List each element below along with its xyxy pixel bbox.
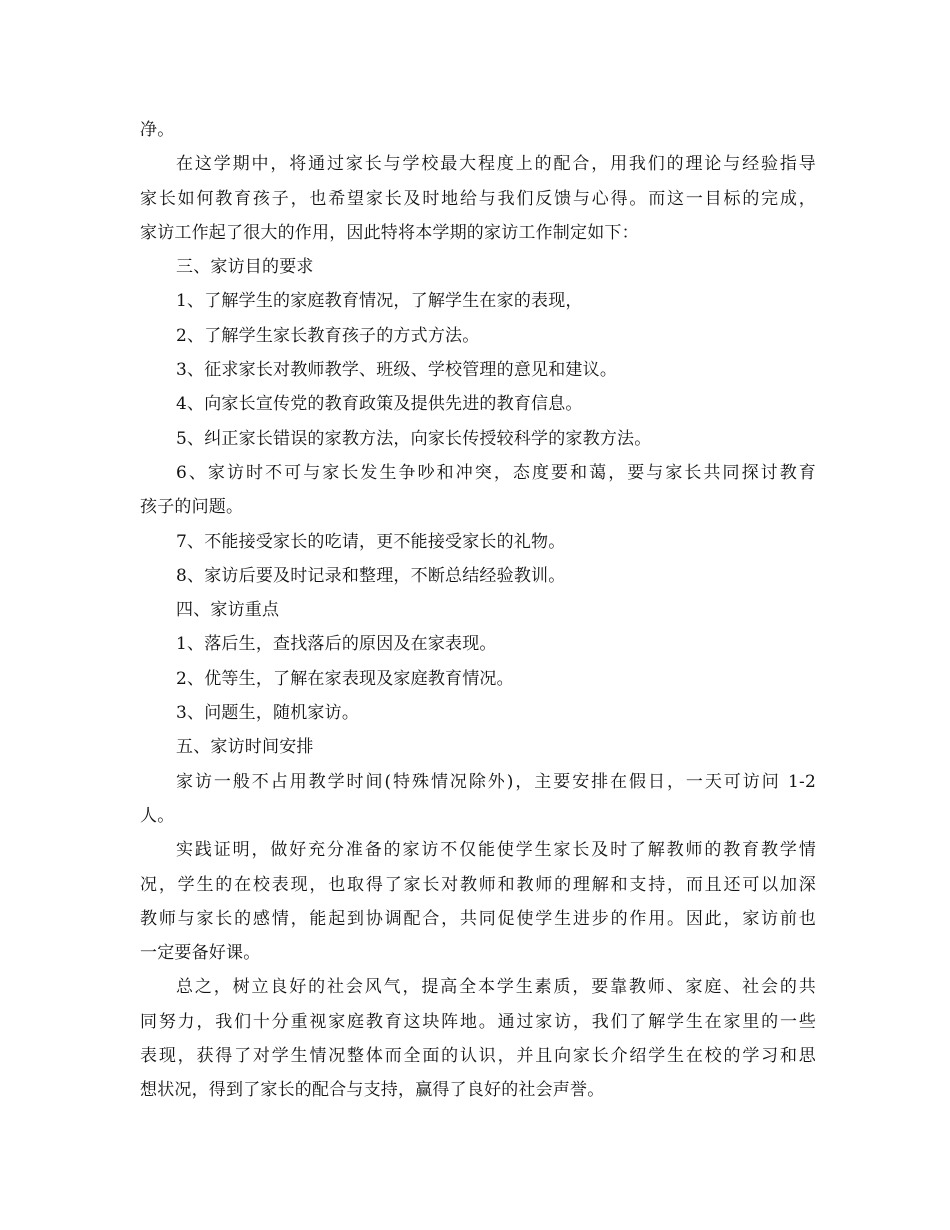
text-line: 6、家访时不可与家长发生争吵和冲突，态度要和蔼，要与家长共同探讨教育 (176, 462, 816, 483)
text-line: 表现，获得了对学生情况整体而全面的认识，并且向家长介绍学生在校的学习和思 (140, 1046, 816, 1067)
text-line: 4、向家长宣传党的教育政策及提供先进的教育信息。 (176, 394, 583, 415)
text-line: 教师与家长的感情，能起到协调配合，共同促使学生进步的作用。因此，家访前也 (140, 908, 816, 929)
text-line: 同努力，我们十分重视家庭教育这块阵地。通过家访，我们了解学生在家里的一些 (140, 1011, 816, 1032)
text-line: 家长如何教育孩子，也希望家长及时地给与我们反馈与心得。而这一目标的完成， (140, 188, 816, 209)
text-line: 7、不能接受家长的吃请，更不能接受家长的礼物。 (176, 531, 566, 552)
text-line: 在这学期中，将通过家长与学校最大程度上的配合，用我们的理论与经验指导 (176, 154, 816, 175)
text-line: 想状况，得到了家长的配合与支持，赢得了良好的社会声誉。 (140, 1080, 605, 1101)
text-line: 2、优等生，了解在家表现及家庭教育情况。 (176, 668, 514, 689)
text-line: 三、家访目的要求 (176, 257, 314, 278)
text-line: 孩子的问题。 (140, 497, 244, 518)
text-line: 5、纠正家长错误的家教方法，向家长传授较科学的家教方法。 (176, 428, 652, 449)
text-line: 人。 (140, 805, 175, 826)
text-line: 净。 (140, 120, 175, 140)
text-line: 实践证明，做好充分准备的家访不仅能使学生家长及时了解教师的教育教学情 (176, 840, 816, 861)
text-line: 况，学生的在校表现，也取得了家长对教师和教师的理解和支持，而且还可以加深 (140, 874, 816, 895)
text-line: 1、落后生，查找落后的原因及在家表现。 (176, 634, 497, 655)
text-line: 家访一般不占用教学时间(特殊情况除外)，主要安排在假日，一天可访问 1-2 (176, 771, 816, 792)
text-line: 3、征求家长对教师教学、班级、学校管理的意见和建议。 (176, 360, 618, 381)
text-line: 2、了解学生家长教育孩子的方式方法。 (176, 325, 480, 346)
text-line: 一定要备好课。 (140, 943, 261, 964)
text-line: 五、家访时间安排 (176, 737, 314, 758)
text-line: 3、问题生，随机家访。 (176, 703, 360, 724)
document-body (140, 113, 816, 1108)
text-line: 总之，树立良好的社会风气，提高全本学生素质，要靠教师、家庭、社会的共 (176, 977, 816, 998)
text-line: 8、家访后要及时记录和整理，不断总结经验教训。 (176, 565, 566, 586)
text-line: 四、家访重点 (176, 600, 280, 621)
text-line: 1、了解学生的家庭教育情况，了解学生在家的表现， (176, 291, 583, 312)
text-line: 家访工作起了很大的作用，因此特将本学期的家访工作制定如下： (140, 222, 639, 243)
